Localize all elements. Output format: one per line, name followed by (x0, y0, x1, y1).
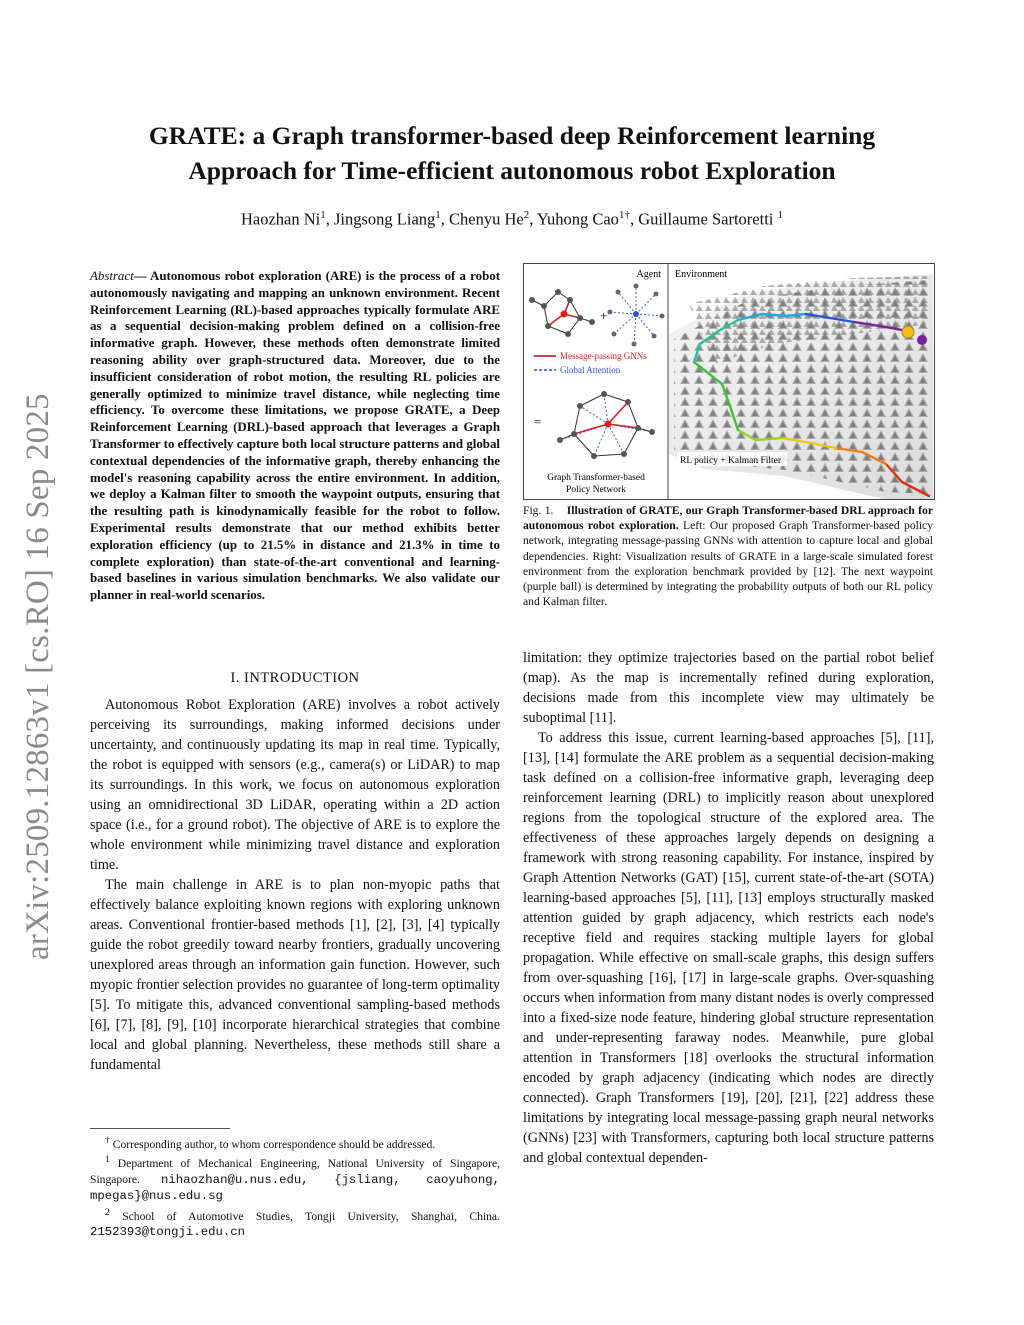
footnote-email-2: 2152393@tongji.edu.cn (90, 1225, 245, 1240)
author-affiliation: 2 (523, 209, 530, 221)
caption-prefix: Fig. 1. (523, 504, 554, 517)
title-line-2: Approach for Time-efficient autonomous robot Exploration (188, 156, 836, 185)
footnote-marker: † (105, 1135, 110, 1146)
paragraph: limitation: they optimize trajectories based on the partial robot belief (map). As the map is incrementally refined during exploration, decisions made from this incomplete view may ultimately be suboptimal [11]. (523, 650, 934, 726)
author-list: Haozhan Ni$^1$, Jingsong Liang$^1$, Chenyu He$^2$, Yuhong Cao$^{1\dagger}$, Guillaume Sartoretti $^1$ (240, 209, 783, 229)
paragraph: Autonomous Robot Exploration (ARE) involves a robot actively perceiving its surroundings, making informed decisions under uncertainty, and continuously updating its map in real time. Typically, the robot is equipped with sensors (e.g., camera(s) or LiDAR) to map its surroundings. In this work, we focus on autonomous exploration using an omnidirectional 3D LiDAR, operating within a 2D action space (i.e., for a ground robot). The objective of ARE is to explore the whole environment while minimizing travel distance and exploration time. (90, 697, 500, 873)
author-affiliation: 1 (777, 209, 783, 221)
agent-label: Agent (636, 269, 661, 280)
abstract-text: — Autonomous robot exploration (ARE) is the process of a robot autonomously navigating and mapping an unknown environment. Recent Reinforcement Learning (RL)-based approaches typically formulate ARE as a sequential decision-making problem defined on a collision-free informative graph. However, these methods often demonstrate limited reasoning ability over graph-structured data. Moreover, due to the insufficient consideration of robot motion, the resulting RL policies are generally optimized to minimize travel distance, while neglecting time efficiency. To overcome these limitations, we propose GRATE, a Deep Reinforcement Learning (DRL)-based approach that leverages a Graph Transformer to effectively capture both local structure patterns and global contextual dependencies of the informative graph, thereby enhancing the model's reasoning capability across the entire environment. In addition, we deploy a Kalman filter to smooth the waypoint outputs, ensuring that the resulting path is kinodynamically feasible for the robot to follow. Experimental results demonstrate that our method exhibits better exploration efficiency (up to 21.5% in distance and 21.3% in time to complete exploration) than state-of-the-art conventional and learning-based baselines in various simulation benchmarks. We also validate our planner in real-world scenarios. (90, 269, 500, 603)
author-name: Haozhan Ni (240, 209, 321, 229)
footnote-rule (90, 1128, 230, 1129)
graph-transformer-icon (557, 391, 655, 459)
title-line-1: GRATE: a Graph transformer-based deep Reinforcement learning (148, 121, 876, 150)
paragraph: To address this issue, current learning-based approaches [5], [11], [13], [14] formulate the ARE problem as a sequential decision-making task defined on a collision-free informative graph, leveraging deep reinforcement learning (DRL) to implicitly reason about unexplored regions from the topological structure of the explored area. The effectiveness of these approaches largely depends on designing a framework with strong reasoning capability. For instance, inspired by Graph Attention Networks (GAT) [15], current state-of-the-art (SOTA) learning-based approaches [5], [11], [13] employs structurally masked attention guided by graph adjacency, which restricts each node's receptive field and requires stacking multiple layers for global propagation. While effective on small-scale graphs, this design suffers from over-squashing [16], [17] in large-scale graphs. Over-squashing occurs when information from many distant nodes is overly compressed into a fixed-size node feature, hindering global structure representation and under-representing faraway nodes. Meanwhile, pure global attention in Transformers [18] overlooks the structural information encoded by graph adjacency (indicating which nodes are directly connected). Graph Transformers [19], [20], [21], [22] address these limitations by integrating local message-passing graph neural networks (GNNs) [23] with Transformers, capturing both local structure patterns and global contextual dependen- (523, 730, 934, 1166)
arxiv-stamp: arXiv:2509.12863v1 [cs.RO] 16 Sep 2025 (20, 393, 56, 960)
footnotes (90, 1133, 500, 1241)
right-column-body (523, 648, 934, 1168)
figure-legend (534, 351, 647, 375)
caption-text: Left: Our proposed Graph Transformer-based policy network, integrating message-passing GNNs with attention to capture local and global dependencies. Right: Visualization results of GRATE in a large-scale simulated forest environment from the exploration benchmark provided by [12]. The next waypoint (purple ball) is determined by integrating the probability outputs of both our RL policy and Kalman filter. (523, 519, 933, 609)
footnote-corresponding: Corresponding author, to whom correspondence should be addressed. (112, 1137, 436, 1151)
plus-sign: + (600, 308, 608, 323)
author-name: Chenyu He (449, 209, 524, 229)
figure-illustration (524, 264, 934, 499)
author-name: Yuhong Cao (536, 209, 619, 229)
next-waypoint-ball (917, 335, 927, 345)
paragraph: The main challenge in ARE is to plan non-myopic paths that effectively balance exploiting known regions with exploring unknown areas. Conventional frontier-based methods [1], [2], [3], [4] typically guide the robot greedily toward nearby frontiers, gradually uncovering unexplored areas through an information gain function. However, such myopic frontier selection provides no guarantee of long-term optimality [5]. To mitigate this, advanced conventional sampling-based methods [6], [7], [8], [9], [10] incorporate hierarchical strategies that combine local and global planning. Nevertheless, these methods still share a fundamental (90, 877, 500, 1073)
abstract (90, 268, 500, 604)
author-name: Guillaume Sartoretti (638, 209, 774, 229)
author-name: Jingsong Liang (334, 209, 436, 229)
figure-1 (523, 263, 935, 500)
figure-caption (523, 503, 933, 609)
policy-label-line-1: Graph Transformer-based (547, 473, 645, 483)
policy-label-line-2: Policy Network (566, 485, 626, 495)
rl-policy-label: RL policy + Kalman Filter (680, 456, 782, 466)
abstract-label: Abstract (90, 269, 134, 283)
footnote-marker: 1 (105, 1154, 110, 1166)
author-affiliation: 1 (320, 209, 326, 221)
footnote-email-1: nihaozhan@u.nus.edu, {jsliang, caoyuhong, mpegas}@nus.edu.sg (90, 1172, 500, 1204)
legend-ga-label: Global Attention (560, 365, 621, 375)
footnote-affiliation-1: Department of Mechanical Engineering, National University of Singapore, Singapore. (90, 1157, 500, 1186)
environment-label: Environment (675, 269, 728, 280)
paper-title (60, 118, 964, 188)
legend-mp-label: Message-passing GNNs (560, 351, 647, 361)
section-heading: I. INTRODUCTION (230, 670, 360, 686)
equals-sign: = (534, 414, 542, 429)
robot-marker (902, 326, 914, 338)
footnote-affiliation-2: School of Automotive Studies, Tongji University, Shanghai, China. (122, 1209, 500, 1223)
caption-bold: Illustration of GRATE, our Graph Transformer-based DRL approach for autonomous robot exploration. (523, 504, 933, 533)
footnote-marker: 2 (105, 1206, 110, 1218)
global-attention-icon (608, 284, 665, 347)
left-column-body (90, 695, 500, 1075)
local-graph-icon (529, 289, 595, 337)
author-affiliation: 1 (435, 209, 441, 221)
author-affiliation: 1† (618, 209, 630, 221)
